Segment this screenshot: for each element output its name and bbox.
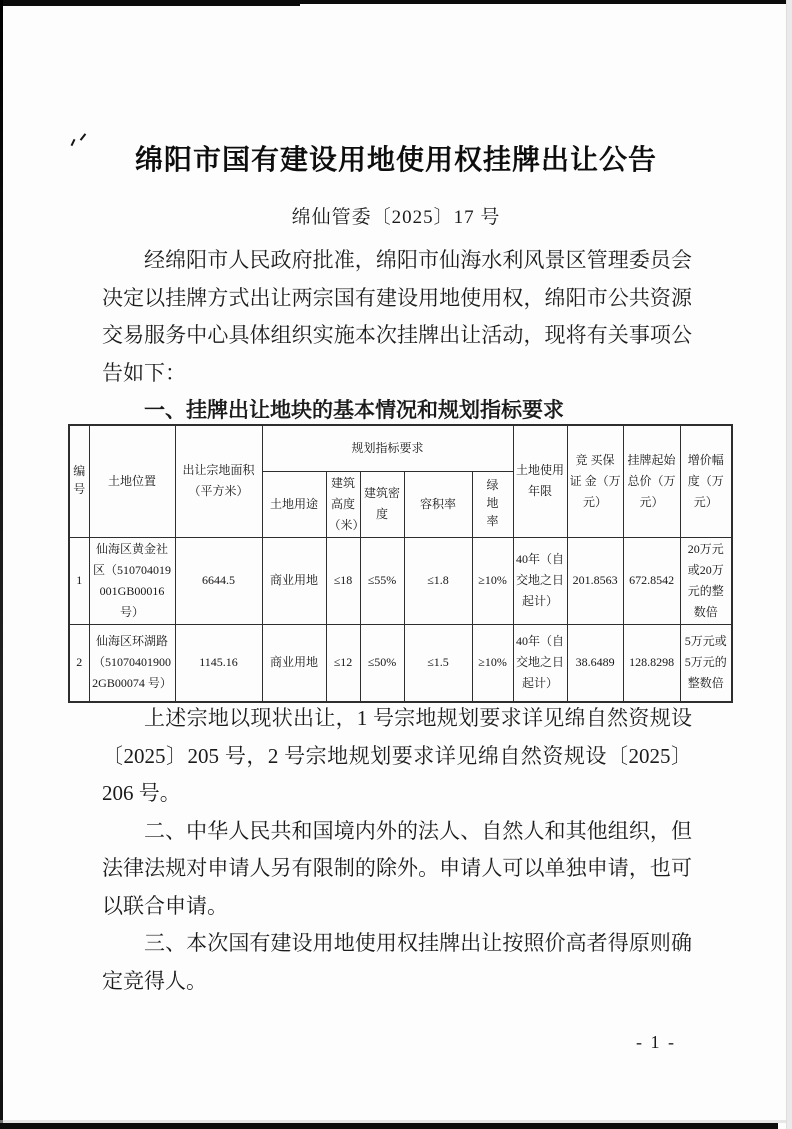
section1-heading: 一、挂牌出让地块的基本情况和规划指标要求 — [144, 399, 564, 422]
body-block — [102, 700, 692, 1000]
cell-height: ≤18 — [326, 537, 360, 624]
cell-area: 1145.16 — [175, 624, 262, 702]
col-header-density: 建筑密度 — [360, 471, 404, 537]
cell-location: 仙海区环湖路（510704019002GB00074 号） — [89, 624, 175, 702]
intro-paragraph: 经绵阳市人民政府批准，绵阳市仙海水利风景区管理委员会决定以挂牌方式出让两宗国有建设用地使用权，绵阳市公共资源交易服务中心具体组织实施本次挂牌出让活动，现将有关事项公告如下： — [102, 248, 692, 385]
col-header-green: 绿地率 — [472, 471, 513, 537]
cell-term: 40年（自交地之日起计） — [513, 537, 567, 624]
cell-location: 仙海区黄金社区（510704019001GB00016 号） — [89, 537, 175, 624]
cell-term: 40年（自交地之日起计） — [513, 624, 567, 702]
cell-start-price: 672.8542 — [623, 537, 680, 624]
cell-green: ≥10% — [472, 624, 513, 702]
after-table-paragraph: 上述宗地以现状出让，1 号宗地规划要求详见绵自然资规设〔2025〕205 号，2 号宗地规划要求详见绵自然资规设〔2025〕206 号。 — [102, 706, 692, 805]
cell-deposit: 38.6489 — [567, 624, 623, 702]
intro-block — [102, 242, 692, 430]
cell-area: 6644.5 — [175, 537, 262, 624]
table-row-parcel-2 — [69, 624, 732, 702]
cell-no: 1 — [69, 537, 89, 624]
col-header-far: 容积率 — [404, 471, 472, 537]
cell-green: ≥10% — [472, 537, 513, 624]
col-header-planning: 规划指标要求 — [262, 425, 513, 471]
col-header-deposit: 竞 买保 证 金（万元） — [567, 425, 623, 537]
parcel-table — [68, 424, 733, 703]
col-header-start-price: 挂牌起始总价（万元） — [623, 425, 680, 537]
cell-height: ≤12 — [326, 624, 360, 702]
col-header-no: 编号 — [69, 425, 89, 537]
col-header-use: 土地用途 — [262, 471, 326, 537]
cell-use: 商业用地 — [262, 537, 326, 624]
col-header-location: 土地位置 — [89, 425, 175, 537]
col-header-height: 建筑高度（米） — [326, 471, 360, 537]
col-header-area: 出让宗地面积（平方米） — [175, 425, 262, 537]
cell-density: ≤55% — [360, 537, 404, 624]
document-number: 绵仙管委〔2025〕17 号 — [291, 207, 501, 228]
section2-paragraph: 二、中华人民共和国境内外的法人、自然人和其他组织，但法律法规对申请人另有限制的除外。申请人可以单独申请，也可以联合申请。 — [102, 818, 692, 918]
cell-no: 2 — [69, 624, 89, 702]
cell-increment: 5万元或5万元的整数倍 — [680, 624, 732, 702]
col-header-increment: 增价幅度（万元） — [680, 425, 732, 537]
col-header-term: 土地使用年限 — [513, 425, 567, 537]
page-title: 绵阳市国有建设用地使用权挂牌出让公告 — [134, 144, 657, 175]
section3-paragraph: 三、本次国有建设用地使用权挂牌出让按照价高者得原则确定竞得人。 — [102, 931, 692, 993]
scan-edge-top-left — [0, 0, 300, 6]
cell-start-price: 128.8298 — [623, 624, 680, 702]
cell-use: 商业用地 — [262, 624, 326, 702]
scan-edge-bottom — [0, 1123, 778, 1129]
cell-far: ≤1.5 — [404, 624, 472, 702]
page-number: - 1 - — [636, 1032, 676, 1052]
table-row-parcel-1 — [69, 537, 732, 624]
cell-far: ≤1.8 — [404, 537, 472, 624]
cell-deposit: 201.8563 — [567, 537, 623, 624]
cell-density: ≤50% — [360, 624, 404, 702]
cell-increment: 20万元或20万元的整数倍 — [680, 537, 732, 624]
